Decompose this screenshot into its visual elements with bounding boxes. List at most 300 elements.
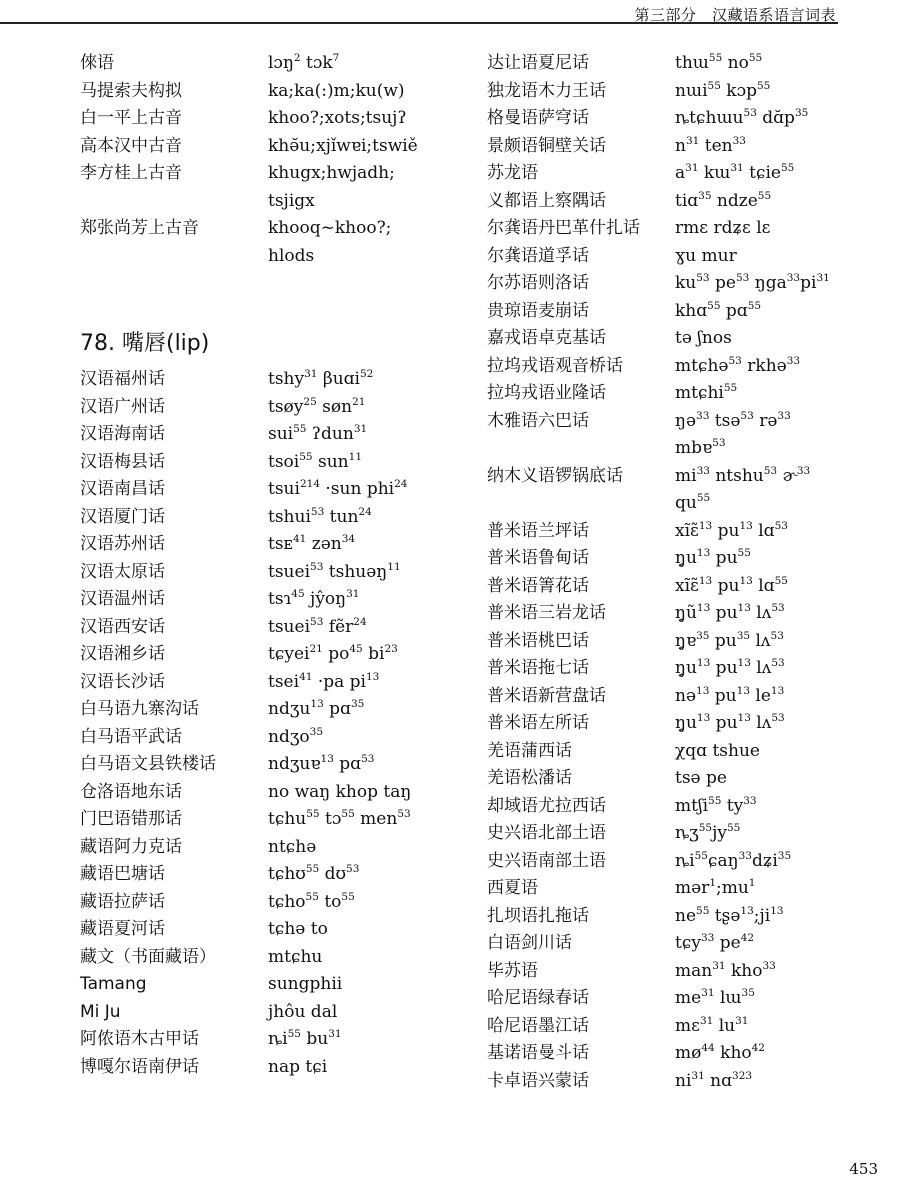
tone-number: 55: [774, 574, 788, 587]
word-form: tsoi$^{55}$ sun$^{11}$: [268, 450, 363, 472]
entry-row: [80, 806, 480, 834]
entry-row: [80, 971, 480, 999]
entry-row: [487, 765, 887, 793]
language-name: Tamang: [80, 974, 147, 994]
language-name: 西夏语: [487, 878, 538, 898]
word-form: $qu^{55}$: [675, 492, 711, 513]
word-form: jhôu dal: [268, 1001, 338, 1022]
tone-number: 11: [348, 450, 363, 463]
language-name: 阿侬语木古甲话: [80, 1029, 199, 1049]
tone-number: 55: [723, 382, 738, 394]
word-form: xĩɛ̃$^{13}$ $pu^{13}$ lɑ$^{53}$: [675, 519, 788, 541]
entry-row: [80, 243, 480, 271]
entry-row: [80, 944, 480, 972]
entry-row: [487, 1068, 887, 1096]
tone-number: 21: [309, 643, 323, 655]
word-form: man$^{31}$ kho$^{33}$: [675, 959, 776, 981]
tone-number: 41: [292, 533, 307, 545]
language-name: 汉语梅县话: [80, 451, 165, 472]
language-name: 藏语夏河话: [80, 919, 165, 939]
language-name: 白马语九寨沟话: [80, 699, 199, 719]
tone-number: 53: [735, 272, 750, 284]
entry-row: [487, 793, 887, 821]
entry-row: [487, 353, 887, 381]
language-name: 卡卓语兴蒙话: [487, 1070, 589, 1091]
tone-number: 13: [739, 519, 753, 532]
tone-number: 55: [305, 863, 320, 875]
entry-row: [487, 573, 887, 601]
word-form: tsuei$^{53}$ fẽr$^{24}$: [268, 615, 367, 637]
language-name: 却域语尤拉西话: [487, 795, 606, 816]
entry-row: [487, 545, 887, 573]
word-form: $mər^1;mu^1$: [675, 877, 756, 898]
entry-row: [487, 655, 887, 683]
entry-row: [487, 518, 887, 546]
tone-number: 53: [310, 560, 324, 573]
tone-number: 35: [696, 629, 710, 642]
tone-number: 31: [304, 368, 318, 380]
language-name: 汉语苏州话: [80, 534, 165, 554]
language-name: 普米语鲁甸话: [487, 548, 589, 568]
tone-number: 55: [748, 52, 763, 64]
language-name: 汉语厦门话: [80, 506, 165, 527]
language-name: 藏语阿力克话: [80, 836, 182, 857]
word-form: nɯi$^{55}$ kɔp$^{55}$: [675, 79, 771, 101]
tone-number: 55: [696, 492, 711, 504]
language-name: 高本汉中古音: [80, 135, 182, 156]
word-form: tsə pe: [675, 768, 727, 788]
language-name: 博嘎尔语南伊话: [80, 1056, 199, 1077]
word-form: tsei$^{41}$ ·pa $pi^{13}$: [268, 670, 380, 692]
word-form: $ŋ̥u^{13}$ $pu^{55}$: [675, 547, 751, 568]
tone-number: 23: [384, 643, 398, 655]
entry-row: [487, 78, 887, 106]
entry-row: [487, 105, 887, 133]
language-name: 郑张尚芳上古音: [80, 218, 199, 238]
language-name: 普米语左所话: [487, 713, 589, 733]
word-form: mtɕhi$^{55}$: [675, 382, 738, 403]
word-form: mtɕhu: [268, 946, 323, 967]
word-form: mtʃi$^{55}$ $ty^{33}$: [675, 794, 757, 816]
language-name: 普米语兰坪话: [487, 520, 589, 541]
word-form: tsɿ$^{45}$ jŷoŋ$^{31}$: [268, 588, 360, 609]
word-form: tiɑ$^{35}$ ndze$^{55}$: [675, 189, 772, 211]
entry-row: [487, 133, 887, 161]
tone-number: 53: [728, 354, 742, 367]
tone-number: 55: [757, 79, 771, 92]
word-form: tshui$^{53}$ tun$^{24}$: [268, 505, 372, 527]
tone-number: 13: [739, 574, 753, 587]
tone-number: 33: [732, 134, 746, 147]
tone-number: 55: [737, 547, 751, 559]
language-name: 白马语平武话: [80, 726, 182, 747]
left-top-entries: [80, 50, 480, 270]
word-form: $ȵʒ^{55}jy^{55}$: [675, 822, 741, 843]
tone-number: 55: [306, 808, 320, 820]
entry-row: [487, 463, 887, 491]
entry-row: [80, 861, 480, 889]
language-name: Mi Ju: [80, 1001, 121, 1022]
tone-number: 34: [341, 533, 356, 545]
entry-row: [80, 133, 480, 161]
tone-number: 53: [770, 629, 784, 642]
entry-row: [487, 820, 887, 848]
word-form: ndʒuɐ$^{13}$ pɑ$^{53}$: [268, 753, 375, 774]
word-form: khoo?;xots;tsujʔ: [268, 108, 407, 128]
tone-number: 24: [394, 478, 408, 490]
entry-row: [487, 188, 887, 216]
entry-row: [80, 916, 480, 944]
tone-number: 33: [796, 464, 811, 477]
tone-number: 13: [740, 904, 754, 917]
entry-row: [80, 696, 480, 724]
language-name: 白马语文县铁楼话: [80, 754, 216, 774]
language-name: 汉语海南话: [80, 424, 165, 444]
word-form: tɕyei$^{21}$ $po^{45}$ $bi^{23}$: [268, 643, 398, 664]
language-name: 藏文（书面藏语）: [80, 946, 216, 967]
tone-number: 33: [743, 794, 757, 807]
tone-number: 55: [707, 299, 721, 312]
tone-number: 31: [691, 1069, 705, 1082]
tone-number: 55: [694, 849, 708, 862]
tone-number: 31: [735, 1014, 749, 1027]
word-form: ndʒu$^{13}$ pɑ$^{35}$: [268, 698, 365, 719]
language-name: 尔龚语道孚话: [487, 245, 589, 266]
tone-number: 33: [786, 354, 801, 367]
right-entries: [487, 50, 887, 1095]
tone-number: 45: [291, 588, 305, 600]
language-name: 格曼语萨穹话: [487, 108, 589, 128]
entry-row: [80, 160, 480, 188]
entry-row: [80, 105, 480, 133]
tone-number: 31: [685, 162, 699, 174]
tone-number: 55: [696, 904, 710, 917]
word-form: $mi^{33}$ ntshu$^{53}$ ɚ$^{33}$: [675, 464, 811, 486]
tone-number: 13: [696, 657, 711, 669]
entry-row: [487, 600, 887, 628]
word-form: ka;ka(:)m;ku(w): [268, 80, 405, 101]
tone-number: 13: [696, 547, 711, 559]
language-name: 尔苏语则洛话: [487, 273, 589, 293]
tone-number: 33: [762, 959, 776, 972]
tone-number: 53: [310, 505, 325, 518]
tone-number: 35: [350, 698, 365, 710]
word-form: mɛ$^{31}$ $lu^{31}$: [675, 1014, 749, 1036]
entry-row: [80, 559, 480, 587]
tone-number: 55: [341, 808, 355, 820]
word-form: sungphii: [268, 974, 343, 994]
tone-number: 13: [770, 904, 784, 917]
tone-number: 53: [774, 519, 788, 532]
entry-row: [487, 298, 887, 326]
tone-number: 13: [736, 684, 751, 697]
word-form: χqɑ tshue: [675, 740, 760, 761]
tone-number: 55: [341, 890, 355, 903]
entry-row: [487, 50, 887, 78]
entry-row: [487, 270, 887, 298]
tone-number: 52: [359, 368, 374, 380]
tone-number: 24: [358, 505, 372, 518]
entry-row: [487, 848, 887, 876]
language-name: 独龙语木力王话: [487, 80, 606, 101]
running-head: 第三部分 汉藏语系语言词表: [634, 6, 836, 24]
entry-row: [80, 421, 480, 449]
language-name: 史兴语北部土语: [487, 823, 606, 843]
word-form: tɕy$^{33}$ $pe^{42}$: [675, 932, 755, 953]
word-form: khugx;hwjadh;: [268, 163, 395, 183]
language-name: 达让语夏尼话: [487, 53, 589, 73]
language-name: 藏语拉萨话: [80, 891, 165, 912]
tone-number: 44: [701, 1042, 715, 1054]
word-form: tɕhʊ$^{55}$ dʊ$^{53}$: [268, 863, 360, 884]
entry-row: [487, 985, 887, 1013]
tone-number: 323: [732, 1069, 753, 1082]
word-form: nap tɕi: [268, 1056, 328, 1077]
word-form: tsui$^{214}$ ·sun phi$^{24}$: [268, 478, 408, 499]
tone-number: 13: [698, 519, 713, 532]
tone-number: 13: [310, 698, 324, 710]
word-form: hlods: [268, 245, 315, 266]
tone-number: 13: [770, 684, 785, 697]
language-name: 普米语新营盘话: [487, 685, 606, 706]
entry-row: [80, 188, 480, 216]
word-form: sui$^{55}$ ʔdun$^{31}$: [268, 423, 368, 444]
entry-row: [80, 779, 480, 807]
tone-number: 13: [737, 657, 751, 669]
language-name: 李方桂上古音: [80, 163, 182, 183]
word-form: $mø^{44}$ kho$^{42}$: [675, 1042, 765, 1063]
tone-number: 31: [328, 1028, 342, 1040]
language-name: 景颇语铜壁关话: [487, 135, 606, 156]
entry-row: [80, 834, 480, 862]
entry-row: [80, 215, 480, 243]
tone-number: 13: [320, 753, 334, 765]
entry-row: [487, 875, 887, 903]
word-form: tsᴇ$^{41}$ zən$^{34}$: [268, 533, 356, 554]
language-name: 汉语湘乡话: [80, 644, 165, 664]
word-form: ŋə$^{33}$ tsə$^{53}$ rə$^{33}$: [675, 409, 791, 431]
language-name: 拉坞戎语观音桥话: [487, 355, 623, 376]
entry-row: [80, 614, 480, 642]
language-name: 羌语松潘话: [487, 768, 572, 788]
tone-number: 33: [777, 409, 791, 422]
entry-row: [80, 641, 480, 669]
entry-row: [80, 751, 480, 779]
tone-number: 53: [361, 753, 375, 765]
tone-number: 42: [751, 1042, 765, 1054]
entry-row: [80, 78, 480, 106]
word-form: $ku^{53}$ $pe^{53}$ $ŋga^{33}pi^{31}$: [675, 272, 830, 293]
tone-number: 55: [293, 423, 307, 435]
tone-number: 35: [777, 849, 792, 862]
language-name: 普米语箐花话: [487, 575, 589, 596]
entry-row: [487, 1040, 887, 1068]
word-form: $a^{31}$ kɯ$^{31}$ tɕie$^{55}$: [675, 162, 795, 183]
page-number: 453: [849, 1160, 878, 1178]
entry-row: [80, 394, 480, 422]
tone-number: 31: [712, 959, 726, 972]
tone-number: 35: [794, 107, 809, 119]
language-name: 汉语西安话: [80, 616, 165, 637]
word-form: no waŋ khop taŋ: [268, 781, 412, 802]
tone-number: 13: [696, 684, 710, 697]
tone-number: 21: [352, 395, 366, 408]
word-form: khooq~khoo?;: [268, 218, 392, 238]
word-form: $ŋ̥u^{13}$ $pu^{13}$ lʌ$^{53}$: [675, 657, 785, 678]
word-form: $me^{31}$ lɯ$^{35}$: [675, 987, 755, 1008]
language-name: 尔龚语丹巴革什扎话: [487, 218, 640, 238]
language-name: 义都语上察隅话: [487, 190, 606, 211]
word-form: $ȵi^{55}ɕaŋ^{33}dʑi^{35}$: [675, 849, 792, 871]
language-name: 哈尼语墨江话: [487, 1015, 589, 1036]
tone-number: 55: [708, 794, 722, 807]
tone-number: 2: [293, 52, 301, 64]
entry-row: [80, 1026, 480, 1054]
tone-number: 31: [730, 162, 744, 174]
language-name: 贵琼语麦崩话: [487, 300, 589, 321]
language-name: 倈语: [80, 53, 114, 73]
entry-row: [487, 160, 887, 188]
tone-number: 1: [748, 877, 756, 889]
word-form: tsuei$^{53}$ tshuəŋ$^{11}$: [268, 560, 401, 582]
tone-number: 55: [305, 890, 319, 903]
tone-number: 35: [741, 987, 755, 999]
language-name: 哈尼语绿春话: [487, 988, 589, 1008]
tone-number: 24: [353, 615, 367, 628]
word-form: thɯ$^{55}$ $no^{55}$: [675, 52, 763, 73]
language-name: 汉语广州话: [80, 396, 165, 417]
entry-row: [487, 710, 887, 738]
tone-number: 53: [397, 808, 411, 820]
language-name: 纳木义语锣锅底话: [487, 465, 623, 486]
tone-number: 55: [287, 1028, 301, 1040]
tone-number: 55: [726, 822, 741, 834]
entry-row: [80, 1054, 480, 1082]
language-name: 白一平上古音: [80, 108, 182, 128]
tone-number: 13: [737, 712, 751, 724]
language-name: 汉语福州话: [80, 369, 165, 389]
language-name: 基诺语曼斗话: [487, 1043, 589, 1063]
tone-number: 55: [780, 162, 795, 174]
tone-number: 33: [738, 849, 752, 862]
language-name: 汉语长沙话: [80, 671, 165, 692]
word-form: $ŋ̥u^{13}$ $pu^{13}$ lʌ$^{53}$: [675, 712, 785, 733]
tone-number: 53: [712, 437, 726, 449]
word-form: nə$^{13}$ $pu^{13}$ $le^{13}$: [675, 684, 785, 706]
language-name: 普米语桃巴话: [487, 630, 589, 651]
tone-number: 53: [771, 657, 785, 669]
word-form: khǝ̆u;xjǐwɐi;tswiě: [268, 135, 418, 156]
tone-number: 53: [763, 464, 778, 477]
entry-row: [487, 1013, 887, 1041]
word-form: mtɕhə$^{53}$ rkhə$^{33}$: [675, 354, 801, 376]
word-form: tshy$^{31}$ βuɑi$^{52}$: [268, 368, 374, 389]
tone-number: 53: [740, 409, 754, 422]
tone-number: 33: [700, 932, 715, 944]
entry-row: [487, 408, 887, 436]
tone-number: 55: [698, 822, 713, 834]
entry-row: [80, 50, 480, 78]
entry-row: [487, 903, 887, 931]
tone-number: 13: [696, 712, 711, 724]
word-form: ndʒo$^{35}$: [268, 725, 324, 747]
word-form: $ne^{55}$ $tʂə^{13};ji^{13}$: [675, 904, 784, 926]
entry-row: [80, 586, 480, 614]
word-form: ntɕhə: [268, 836, 317, 857]
tone-number: 13: [366, 670, 380, 683]
word-form: $n^{31}$ ten$^{33}$: [675, 134, 746, 156]
entry-row: [80, 999, 480, 1027]
tone-number: 31: [685, 134, 700, 147]
tone-number: 33: [696, 409, 710, 422]
word-form: $ȵi^{55}$ $bu^{31}$: [268, 1028, 342, 1049]
language-name: 木雅语六巴话: [487, 410, 589, 431]
word-form: $ŋ̥ũ^{13}$ $pu^{13}$ lʌ$^{53}$: [675, 602, 785, 623]
tone-number: 33: [786, 272, 801, 284]
section-title: 78. 嘴唇(lip): [80, 331, 210, 356]
language-name: 马提索夫构拟: [80, 80, 182, 101]
tone-number: 11: [387, 560, 401, 573]
language-name: 汉语太原话: [80, 561, 165, 582]
entry-row: [80, 724, 480, 752]
entry-row: [487, 243, 887, 271]
word-form: khɑ$^{55}$ pɑ$^{55}$: [675, 299, 762, 321]
word-form: tɕhə to: [268, 919, 328, 939]
entry-row: [80, 669, 480, 697]
tone-number: 55: [757, 189, 772, 202]
entry-row: [80, 504, 480, 532]
tone-number: 55: [708, 52, 723, 64]
entry-row: [80, 531, 480, 559]
language-name: 嘉戎语卓克基话: [487, 328, 606, 348]
tone-number: 35: [309, 725, 324, 738]
tone-number: 7: [332, 52, 340, 64]
entry-row: [487, 215, 887, 243]
tone-number: 53: [346, 863, 360, 875]
language-name: 普米语拖七话: [487, 658, 589, 678]
tone-number: 42: [740, 932, 755, 944]
tone-number: 35: [698, 189, 712, 202]
word-form: lɔŋ$^2$ tɔk$^7$: [268, 52, 340, 73]
word-form: ȵtɕhɯu$^{53}$ $dɑ̆p^{35}$: [675, 107, 809, 128]
entry-row: [80, 449, 480, 477]
entry-row: [487, 325, 887, 353]
entry-row: [80, 366, 480, 394]
language-name: 汉语温州话: [80, 589, 165, 609]
language-name: 扎坝语扎拖话: [487, 905, 589, 926]
word-form: tɕhu$^{55}$ tɔ$^{55}$ men$^{53}$: [268, 808, 411, 829]
left-section-entries: [80, 366, 480, 1081]
language-name: 白语剑川话: [487, 933, 572, 953]
tone-number: 45: [349, 643, 363, 655]
language-name: 普米语三岩龙话: [487, 603, 606, 623]
word-form: ɣu mur: [675, 245, 737, 266]
language-name: 毕苏语: [487, 960, 538, 981]
entry-row: [487, 683, 887, 711]
language-name: 汉语南昌话: [80, 479, 165, 499]
entry-row: [487, 738, 887, 766]
word-form: ŋ̥ɐ$^{35}$ $pu^{35}$ lʌ$^{53}$: [675, 629, 784, 651]
tone-number: 31: [699, 1014, 714, 1027]
left-column: [80, 50, 480, 1081]
word-form: mbɐ$^{53}$: [675, 437, 726, 458]
tone-number: 53: [310, 615, 324, 628]
entry-row: [487, 380, 887, 408]
tone-number: 35: [736, 629, 751, 642]
entry-row: [487, 435, 887, 463]
language-name: 苏龙语: [487, 163, 538, 183]
tone-number: 53: [771, 712, 785, 724]
